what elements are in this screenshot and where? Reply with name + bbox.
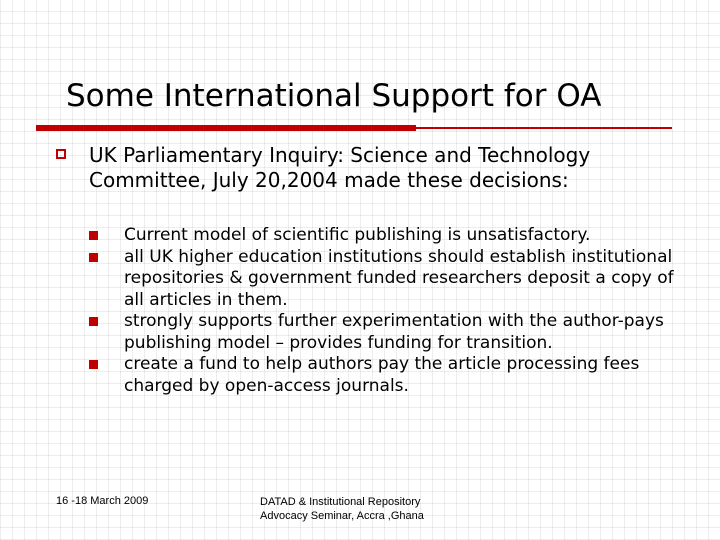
footer-event — [260, 495, 424, 523]
list-item — [124, 354, 684, 397]
list-item — [124, 247, 684, 312]
filled-square-bullet-icon — [89, 231, 98, 240]
footer-date: 16 -18 March 2009 — [56, 495, 149, 507]
hollow-square-bullet-icon — [56, 149, 66, 159]
main-bullet-text: UK Parliamentary Inquiry: Science and Technology Committee, July 20,2004 made these decisions: — [89, 143, 591, 192]
list-item-text: all UK higher education institutions should establish institutional repositories & government funded researchers deposit a copy of all articles in them. — [124, 246, 674, 310]
list-item — [124, 225, 684, 247]
footer-event-line2: Advocacy Seminar, Accra ,Ghana — [260, 510, 424, 522]
sub-bullet-list — [124, 225, 684, 397]
title-underline-thin — [416, 127, 672, 129]
filled-square-bullet-icon — [89, 317, 98, 326]
list-item-text: Current model of scientific publishing is unsatisfactory. — [124, 225, 591, 245]
list-item-text: strongly supports further experimentation with the author-pays publishing model – provides funding for transition. — [124, 311, 664, 353]
list-item-text: create a fund to help authors pay the article processing fees charged by open-access journals. — [124, 354, 640, 396]
filled-square-bullet-icon — [89, 360, 98, 369]
title-underline — [36, 125, 416, 131]
slide-title: Some International Support for OA — [66, 78, 602, 114]
filled-square-bullet-icon — [89, 253, 98, 262]
list-item — [124, 311, 684, 354]
footer-event-line1: DATAD & Institutional Repository — [260, 496, 421, 508]
